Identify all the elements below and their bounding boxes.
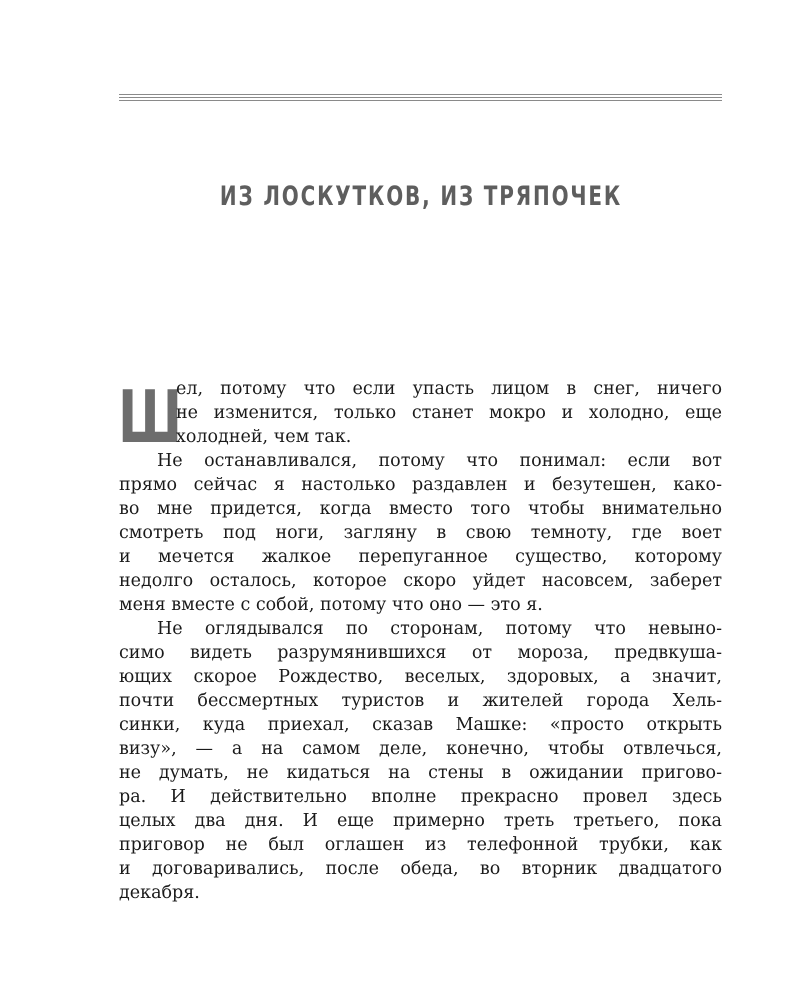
text-line: приговор не был оглашен из телефонной трубки, как (119, 835, 722, 855)
text-line: целых два дня. И еще примерно треть третьего, пока (119, 811, 722, 831)
text-line: и договаривались, после обеда, во вторник двадцатого (119, 859, 722, 879)
text-line: и мечется жалкое перепуганное существо, которому (119, 547, 722, 567)
text-line: Не останавливался, потому что понимал: если вот (157, 451, 722, 471)
text-line: не изменится, только станет мокро и холодно, еще (176, 403, 722, 423)
chapter-title: ИЗ ЛОСКУТКОВ, ИЗ ТРЯПОЧЕК (219, 181, 623, 212)
text-line: холодней, чем так. (176, 427, 352, 447)
text-line: Не оглядывался по сторонам, потому что невыно- (157, 619, 722, 639)
header-rule-middle (119, 97, 722, 98)
drop-cap: Ш (118, 375, 183, 459)
text-line: смотреть под ноги, загляну в свою темноту, где воет (119, 523, 722, 543)
text-line: во мне придется, когда вместо того чтобы внимательно (119, 499, 722, 519)
header-rule-top (119, 94, 722, 95)
text-line: ра. И действительно вполне прекрасно провел здесь (119, 787, 722, 807)
text-line: меня вместе с собой, потому что оно — это я. (119, 595, 543, 615)
text-line: не думать, не кидаться на стены в ожидании пригово- (119, 763, 722, 783)
text-line: симо видеть разрумянившихся от мороза, предвкуша- (119, 643, 722, 663)
text-line: почти бессмертных туристов и жителей города Хель- (119, 691, 722, 711)
header-rule-bottom (119, 100, 722, 101)
text-line: декабря. (119, 883, 200, 903)
text-line: визу», — а на самом деле, конечно, чтобы отвлечься, (119, 739, 722, 759)
text-line: синки, куда приехал, сказав Машке: «просто открыть (119, 715, 722, 735)
text-line: недолго осталось, которое скоро уйдет насовсем, заберет (119, 571, 722, 591)
text-line: ел, потому что если упасть лицом в снег, ничего (176, 379, 722, 399)
text-line: ющих скорое Рождество, веселых, здоровых, а значит, (119, 667, 722, 687)
text-line: прямо сейчас я настолько раздавлен и безутешен, како- (119, 475, 722, 495)
